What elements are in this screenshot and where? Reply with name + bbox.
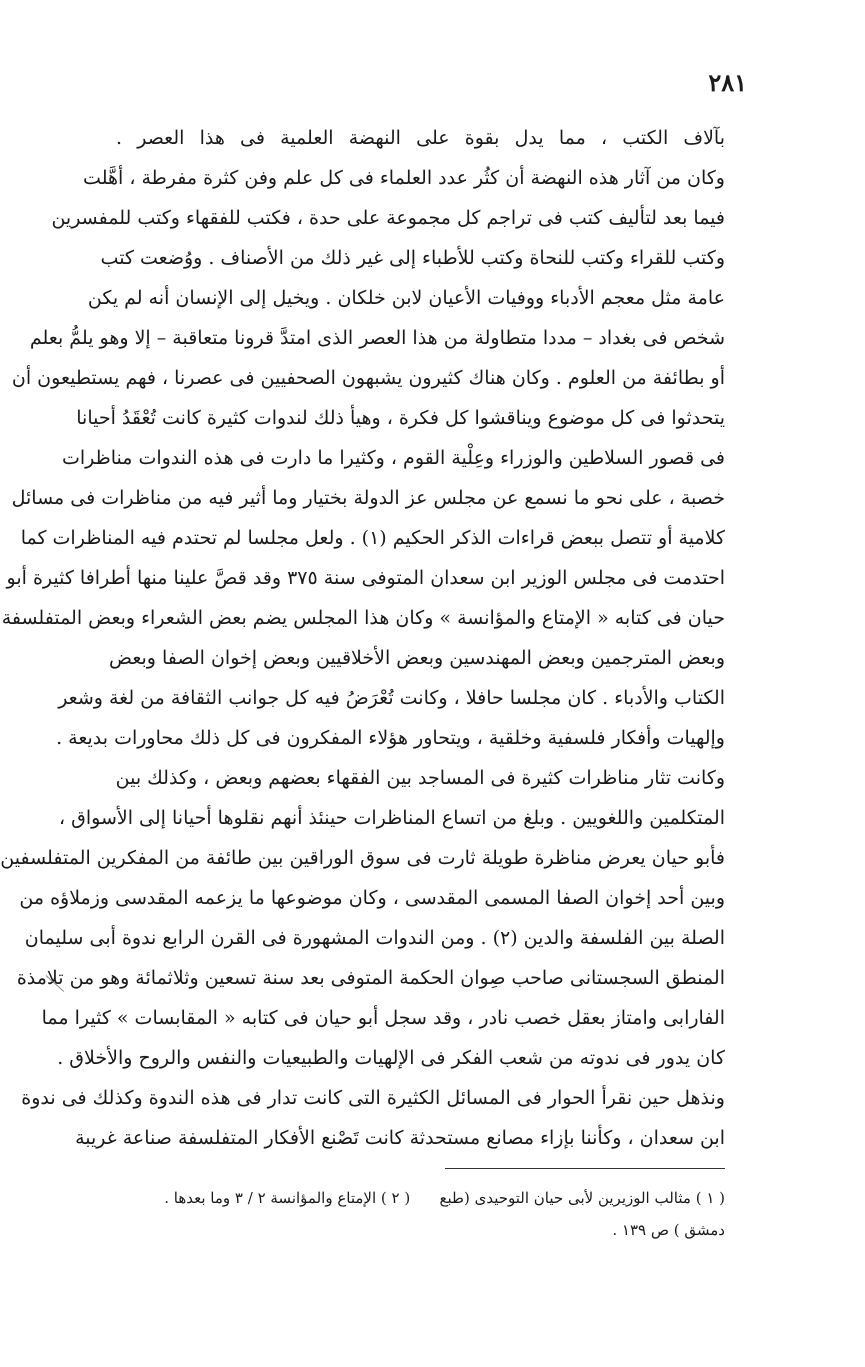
text-line: وكان من آثار هذه النهضة أن كثُر عدد العلماء فى كل علم وفن كثرة مفرطة ، أهَّلت	[83, 167, 725, 189]
text-line: الفارابى وامتاز بعقل خصب نادر ، وقد سجل أبو حيان فى كتابه « المقابسات » كثيرا مما	[41, 1007, 725, 1029]
text-line: عامة مثل معجم الأدباء ووفيات الأعيان لابن خلكان . ويخيل إلى الإنسان أنه لم يكن	[87, 287, 725, 309]
text-line: وكانت تثار مناظرات كثيرة فى المساجد بين الفقهاء بعضهم وبعض ، وكذلك بين	[115, 767, 725, 789]
text-line: حيان فى كتابه « الإمتاع والمؤانسة » وكان هذا المجلس يضم بعض الشعراء وبعض المتفلسفة	[1, 607, 725, 629]
text-line: كان يدور فى ندوته من شعب الفكر فى الإلهيات والطبيعيات والنفس والروح والأخلاق .	[57, 1047, 725, 1069]
text-line: فأبو حيان يعرض مناظرة طويلة ثارت فى سوق الوراقين بين طائفة من المفكرين المتفلسفين	[0, 847, 725, 869]
footnote-2-text: ( ٢ ) الإمتاع والمؤانسة ٢ / ٣ وما بعدها .	[164, 1189, 411, 1207]
text-line: المتكلمين واللغويين . وبلغ من اتساع المناظرات حينئذ أنهم نقلوها أحيانا إلى الأسواق ،	[58, 807, 725, 829]
footnotes	[116, 1182, 725, 1246]
page-number: ٢٨١	[708, 68, 747, 97]
text-line: الصلة بين الفلسفة والدين (٢) . ومن الندوات المشهورة فى القرن الرابع ندوة أبى سليمان	[24, 927, 725, 949]
text-line: وكتب للقراء وكتب للنحاة وكتب للأطباء إلى غير ذلك من الأصناف . ووُضعت كتب	[100, 247, 725, 269]
text-line: فى قصور السلاطين والوزراء وعِلْية القوم ، وكثيرا ما دارت فى هذه الندوات مناظرات	[61, 447, 725, 469]
text-line: فيما بعد لتأليف كتب فى تراجم كل مجموعة على حدة ، فكتب للفقهاء وكتب للمفسرين	[51, 207, 725, 229]
text-line: وبعض المترجمين وبعض المهندسين وبعض الأخلاقيين وبعض إخوان الصفا وبعض	[109, 647, 725, 669]
text-line: بآلاف الكتب ، مما يدل بقوة على النهضة العلمية فى هذا العصر .	[116, 127, 725, 149]
text-line: شخص فى بغداد – مددا متطاولة من هذا العصر الذى امتدَّ قرونا متعاقبة – إلا وهو يلمُّ بعلم	[29, 327, 725, 349]
text-line: يتحدثوا فى كل موضوع ويناقشوا كل فكرة ، وهيأ ذلك لندوات كثيرة كانت تُعْقَدُ أحيانا	[76, 407, 725, 429]
text-line: ابن سعدان ، وكأننا بإزاء مصانع مستحدثة كانت تَصْنع الأفكار المتفلسفة صناعة غريبة	[75, 1127, 725, 1149]
footnote-1-text: ( ١ ) مثالب الوزيرين لأبى حيان التوحيدى (طبع	[439, 1189, 725, 1207]
text-line: الكتاب والأدباء . كان مجلسا حافلا ، وكانت تُعْرَضُ فيه كل جوانب الثقافة من لغة وشعر	[58, 687, 725, 709]
body-text	[0, 118, 725, 1158]
text-line: المنطق السجستانى صاحب صِوان الحكمة المتوفى بعد سنة تسعين وثلاثمائة وهو من تلامذة	[16, 967, 725, 989]
text-line: كلامية أو تتصل ببعض قراءات الذكر الحكيم (١) . ولعل مجلسا لم تحتدم فيه المناظرات كما	[20, 527, 725, 549]
footnote-line	[116, 1182, 725, 1214]
text-line: وبين أحد إخوان الصفا المسمى المقدسى ، وكان موضوعها ما يزعمه المقدسى وزملاؤه من	[19, 887, 725, 909]
text-line: أو بطائفة من العلوم . وكان هناك كثيرون يشبهون الصحفيين فى عصرنا ، فهم يستطيعون أن	[11, 367, 725, 389]
text-line: احتدمت فى مجلس الوزير ابن سعدان المتوفى سنة ٣٧٥ وقد قصَّ علينا منها أطرافا كثيرة أبو	[6, 567, 725, 589]
footnote-divider	[445, 1168, 725, 1169]
text-line: وإلهيات وأفكار فلسفية وخلقية ، ويتحاور هؤلاء المفكرون فى كل ذلك محاورات بديعة .	[56, 727, 725, 749]
footnote-1-continuation: دمشق ) ص ١٣٩ .	[612, 1221, 725, 1239]
text-line: ونذهل حين نقرأ الحوار فى المسائل الكثيرة التى كانت تدار فى هذه الندوة وكذلك فى ندوة	[21, 1087, 725, 1109]
text-line: خصبة ، على نحو ما نسمع عن مجلس عز الدولة بختيار وما أثير فيه من مناظرات فى مسائل	[11, 487, 725, 509]
